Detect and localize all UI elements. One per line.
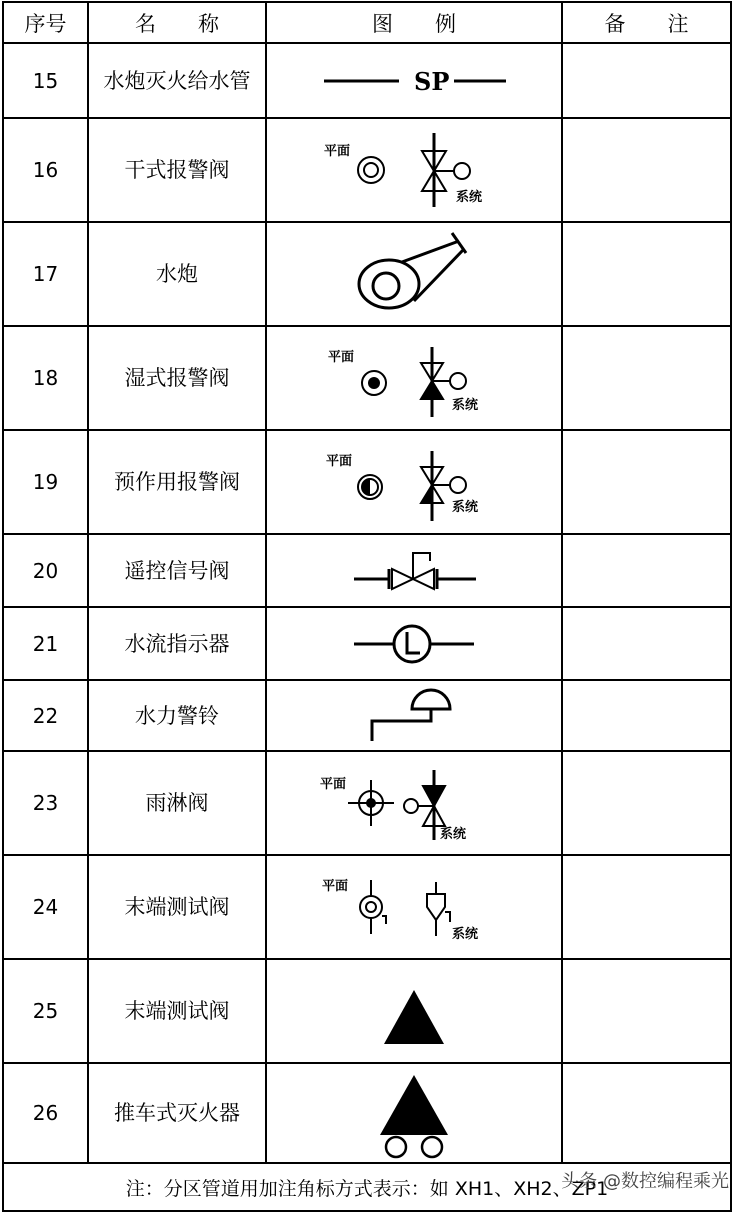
row-name: 干式报警阀 <box>88 118 266 222</box>
remote-signal-valve-icon <box>314 541 514 601</box>
svg-text:系统: 系统 <box>452 927 479 942</box>
remark-cell <box>562 855 731 959</box>
symbol-cell <box>266 222 562 326</box>
row-number: 26 <box>3 1063 88 1163</box>
remark-cell <box>562 326 731 430</box>
svg-text:平面: 平面 <box>320 777 347 792</box>
watermark: 头条 @数控编程乘光 <box>561 1171 729 1192</box>
row-name: 末端测试阀 <box>88 855 266 959</box>
svg-text:SP: SP <box>414 66 450 96</box>
row-name: 水炮 <box>88 222 266 326</box>
remark-cell <box>562 534 731 607</box>
table-row <box>3 1063 731 1163</box>
svg-text:平面: 平面 <box>324 144 351 159</box>
symbol-cell <box>266 855 562 959</box>
row-name: 预作用报警阀 <box>88 430 266 534</box>
row-number: 16 <box>3 118 88 222</box>
table-row <box>3 751 731 855</box>
remark-cell <box>562 430 731 534</box>
row-number: 19 <box>3 430 88 534</box>
table-row <box>3 680 731 751</box>
table-row <box>3 43 731 118</box>
svg-text:系统: 系统 <box>452 500 479 515</box>
symbol-cell <box>266 607 562 680</box>
remark-cell <box>562 1063 731 1163</box>
water-flow-indicator-icon <box>314 614 514 674</box>
row-number: 18 <box>3 326 88 430</box>
preaction-alarm-valve-icon <box>314 437 514 527</box>
wet-alarm-valve-icon <box>314 333 514 423</box>
remark-cell <box>562 680 731 751</box>
svg-text:平面: 平面 <box>322 879 349 894</box>
remark-cell <box>562 118 731 222</box>
symbol-cell <box>266 534 562 607</box>
svg-text:平面: 平面 <box>326 454 353 469</box>
svg-text:系统: 系统 <box>456 190 483 205</box>
table-row <box>3 222 731 326</box>
row-number: 23 <box>3 751 88 855</box>
symbol-cell <box>266 326 562 430</box>
symbol-cell <box>266 1063 562 1163</box>
pipe-sp-line-icon <box>314 66 514 96</box>
symbol-cell <box>266 43 562 118</box>
row-name: 湿式报警阀 <box>88 326 266 430</box>
legend-table <box>2 1 732 1212</box>
water-cannon-icon <box>314 229 514 319</box>
deluge-valve-icon <box>314 758 514 848</box>
remark-cell <box>562 43 731 118</box>
row-number: 25 <box>3 959 88 1063</box>
solid-triangle-icon <box>314 966 514 1056</box>
symbol-cell <box>266 959 562 1063</box>
row-name: 水力警铃 <box>88 680 266 751</box>
svg-text:系统: 系统 <box>452 398 479 413</box>
symbol-cell <box>266 118 562 222</box>
remark-cell <box>562 751 731 855</box>
remark-cell <box>562 607 731 680</box>
table-row <box>3 430 731 534</box>
svg-text:系统: 系统 <box>440 827 467 842</box>
table-row <box>3 118 731 222</box>
row-name: 末端测试阀 <box>88 959 266 1063</box>
header-seq: 序号 <box>3 2 88 43</box>
row-number: 15 <box>3 43 88 118</box>
row-name: 水炮灭火给水管 <box>88 43 266 118</box>
row-number: 22 <box>3 680 88 751</box>
table-row <box>3 607 731 680</box>
row-number: 21 <box>3 607 88 680</box>
row-name: 水流指示器 <box>88 607 266 680</box>
table-row <box>3 534 731 607</box>
symbol-cell <box>266 751 562 855</box>
remark-cell <box>562 959 731 1063</box>
header-row <box>3 2 731 43</box>
symbol-cell <box>266 680 562 751</box>
row-name: 遥控信号阀 <box>88 534 266 607</box>
footnote: 注：分区管道用加注角标方式表示：如 XH1、XH2、ZP1 <box>3 1163 731 1211</box>
header-remark: 备 注 <box>562 2 731 43</box>
table-row <box>3 326 731 430</box>
end-test-valve-icon <box>314 862 514 952</box>
remark-cell <box>562 222 731 326</box>
svg-text:平面: 平面 <box>328 350 355 365</box>
row-number: 24 <box>3 855 88 959</box>
row-number: 20 <box>3 534 88 607</box>
row-name: 推车式灭火器 <box>88 1063 266 1163</box>
symbol-cell <box>266 430 562 534</box>
header-symbol: 图 例 <box>266 2 562 43</box>
dry-alarm-valve-icon <box>314 125 514 215</box>
water-alarm-bell-icon <box>314 685 514 747</box>
row-number: 17 <box>3 222 88 326</box>
cart-extinguisher-icon <box>314 1067 514 1159</box>
table-row <box>3 959 731 1063</box>
row-name: 雨淋阀 <box>88 751 266 855</box>
header-name: 名 称 <box>88 2 266 43</box>
table-row <box>3 855 731 959</box>
